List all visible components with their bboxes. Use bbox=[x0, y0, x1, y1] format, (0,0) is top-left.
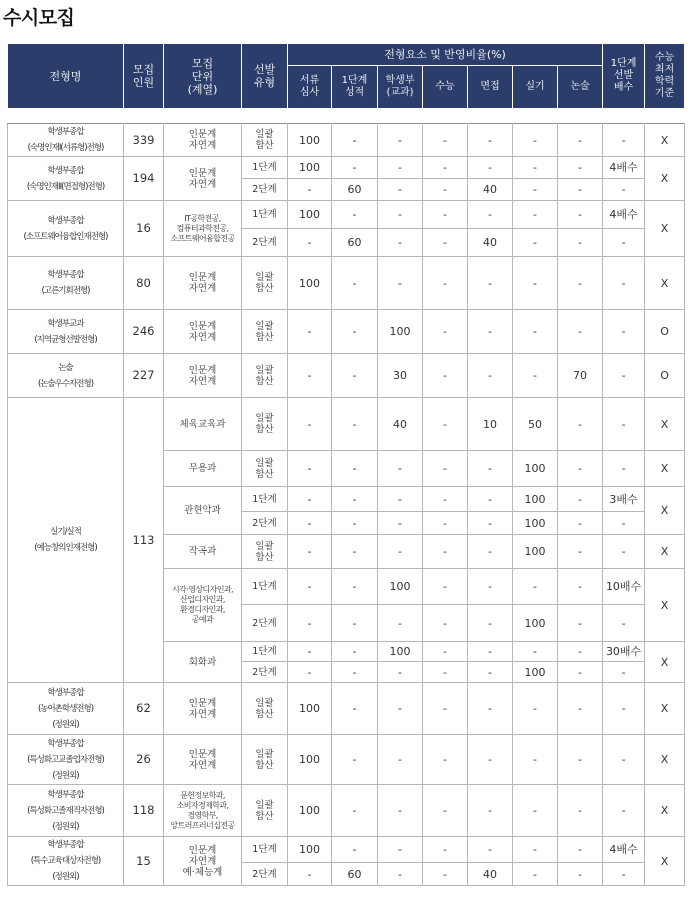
factor-value: 60 bbox=[332, 179, 378, 201]
selection-type: 1단계 bbox=[242, 201, 288, 229]
page-title: 수시모집 bbox=[3, 7, 75, 29]
quota-count: 339 bbox=[124, 124, 164, 157]
factor-value: - bbox=[332, 535, 378, 569]
header-sub: 논술 bbox=[558, 66, 603, 109]
recruit-unit: IT공학전공, 컴퓨터과학전공, 소프트웨어융합전공 bbox=[164, 201, 242, 257]
factor-value: - bbox=[332, 605, 378, 642]
factor-value: - bbox=[378, 201, 423, 229]
csat-minimum: X bbox=[645, 257, 685, 310]
factor-value: 40 bbox=[468, 863, 513, 886]
quota-count: 16 bbox=[124, 201, 164, 257]
factor-value: - bbox=[332, 512, 378, 535]
factor-value: - bbox=[378, 785, 423, 837]
first-stage-multiplier: - bbox=[603, 229, 645, 257]
factor-value: - bbox=[423, 512, 468, 535]
factor-value: - bbox=[468, 512, 513, 535]
factor-value: 100 bbox=[513, 512, 558, 535]
recruit-unit: 문헌정보학과, 소비자경제학과, 경영학부, 앙트러프러너십전공 bbox=[164, 785, 242, 837]
factor-value: - bbox=[558, 487, 603, 512]
factor-value: - bbox=[332, 310, 378, 354]
factor-value: - bbox=[558, 157, 603, 179]
factor-value: 100 bbox=[288, 124, 332, 157]
factor-value: - bbox=[468, 310, 513, 354]
admission-type: 학생부종합 (특성화고졸재직자전형) (정원외) bbox=[8, 785, 124, 837]
selection-type: 1단계 bbox=[242, 569, 288, 605]
factor-value: - bbox=[332, 683, 378, 735]
header-type: 전형명 bbox=[8, 44, 124, 109]
factor-value: - bbox=[513, 642, 558, 662]
factor-value: - bbox=[332, 354, 378, 398]
factor-value: - bbox=[332, 642, 378, 662]
factor-value: - bbox=[288, 451, 332, 487]
selection-type: 2단계 bbox=[242, 662, 288, 683]
selection-type: 2단계 bbox=[242, 229, 288, 257]
factor-value: - bbox=[468, 451, 513, 487]
factor-value: - bbox=[468, 837, 513, 863]
header-csat: 수능 최저 학력 기준 bbox=[645, 44, 685, 109]
factor-value: - bbox=[558, 201, 603, 229]
csat-minimum: X bbox=[645, 683, 685, 735]
factor-value: - bbox=[378, 229, 423, 257]
factor-value: - bbox=[423, 785, 468, 837]
selection-type: 일괄 합산 bbox=[242, 124, 288, 157]
factor-value: - bbox=[558, 535, 603, 569]
factor-value: - bbox=[288, 512, 332, 535]
factor-value: - bbox=[513, 837, 558, 863]
selection-type: 1단계 bbox=[242, 642, 288, 662]
factor-value: - bbox=[332, 257, 378, 310]
admission-type: 학생부종합 (특성화고교졸업자전형) (정원외) bbox=[8, 735, 124, 785]
factor-value: - bbox=[378, 683, 423, 735]
admission-type: 학생부종합 (소프트웨어융합인재전형) bbox=[8, 201, 124, 257]
header-sub: 서류 심사 bbox=[288, 66, 332, 109]
first-stage-multiplier: 30배수 bbox=[603, 642, 645, 662]
factor-value: - bbox=[423, 863, 468, 886]
factor-value: - bbox=[378, 451, 423, 487]
factor-value: - bbox=[513, 179, 558, 201]
factor-value: - bbox=[468, 124, 513, 157]
selection-type: 2단계 bbox=[242, 179, 288, 201]
selection-type: 1단계 bbox=[242, 837, 288, 863]
header-sub: 면접 bbox=[468, 66, 513, 109]
recruit-unit: 인문계 자연계 bbox=[164, 124, 242, 157]
factor-value: - bbox=[423, 569, 468, 605]
factor-value: - bbox=[513, 157, 558, 179]
factor-value: 100 bbox=[288, 785, 332, 837]
quota-count: 113 bbox=[124, 398, 164, 683]
header-quota: 모집 인원 bbox=[124, 44, 164, 109]
first-stage-multiplier: - bbox=[603, 785, 645, 837]
factor-value: - bbox=[332, 451, 378, 487]
factor-value: - bbox=[423, 683, 468, 735]
recruit-unit: 회화과 bbox=[164, 642, 242, 683]
admission-type: 학생부종합 (고른기회전형) bbox=[8, 257, 124, 310]
factor-value: 100 bbox=[513, 535, 558, 569]
factor-value: - bbox=[332, 785, 378, 837]
factor-value: - bbox=[423, 735, 468, 785]
factor-value: - bbox=[513, 735, 558, 785]
first-stage-multiplier: - bbox=[603, 179, 645, 201]
recruit-unit: 작곡과 bbox=[164, 535, 242, 569]
selection-type: 일괄 합산 bbox=[242, 535, 288, 569]
factor-value: - bbox=[558, 683, 603, 735]
factor-value: - bbox=[468, 535, 513, 569]
factor-value: 100 bbox=[288, 257, 332, 310]
factor-value: - bbox=[288, 310, 332, 354]
recruit-unit: 인문계 자연계 bbox=[164, 735, 242, 785]
factor-value: - bbox=[513, 229, 558, 257]
factor-value: - bbox=[332, 201, 378, 229]
header-sub: 실기 bbox=[513, 66, 558, 109]
factor-value: 100 bbox=[513, 487, 558, 512]
factor-value: - bbox=[378, 157, 423, 179]
factor-value: - bbox=[513, 569, 558, 605]
quota-count: 15 bbox=[124, 837, 164, 886]
quota-count: 62 bbox=[124, 683, 164, 735]
factor-value: 100 bbox=[288, 201, 332, 229]
header-unit: 모집 단위 (계열) bbox=[164, 44, 242, 109]
first-stage-multiplier: - bbox=[603, 605, 645, 642]
factor-value: - bbox=[468, 354, 513, 398]
factor-value: - bbox=[468, 683, 513, 735]
factor-value: - bbox=[378, 662, 423, 683]
factor-value: - bbox=[513, 354, 558, 398]
csat-minimum: X bbox=[645, 157, 685, 201]
admission-type: 학생부종합 (농어촌학생전형) (정원외) bbox=[8, 683, 124, 735]
factor-value: - bbox=[378, 179, 423, 201]
factor-value: - bbox=[423, 837, 468, 863]
factor-value: - bbox=[513, 257, 558, 310]
first-stage-multiplier: 4배수 bbox=[603, 201, 645, 229]
recruit-unit: 인문계 자연계 bbox=[164, 683, 242, 735]
admission-type: 논술 (논술우수자전형) bbox=[8, 354, 124, 398]
factor-value: - bbox=[423, 642, 468, 662]
recruit-unit: 인문계 자연계 bbox=[164, 157, 242, 201]
csat-minimum: X bbox=[645, 487, 685, 535]
factor-value: - bbox=[558, 569, 603, 605]
header-factors: 전형요소 및 반영비율(%) bbox=[288, 44, 603, 66]
factor-value: - bbox=[378, 487, 423, 512]
csat-minimum: X bbox=[645, 735, 685, 785]
factor-value: - bbox=[558, 310, 603, 354]
factor-value: - bbox=[468, 569, 513, 605]
factor-value: - bbox=[332, 569, 378, 605]
factor-value: - bbox=[378, 837, 423, 863]
factor-value: 100 bbox=[378, 642, 423, 662]
factor-value: - bbox=[423, 398, 468, 451]
quota-count: 80 bbox=[124, 257, 164, 310]
csat-minimum: X bbox=[645, 569, 685, 642]
quota-count: 26 bbox=[124, 735, 164, 785]
factor-value: 30 bbox=[378, 354, 423, 398]
factor-value: - bbox=[558, 257, 603, 310]
factor-value: - bbox=[288, 487, 332, 512]
first-stage-multiplier: 10배수 bbox=[603, 569, 645, 605]
header-sub: 1단계 성적 bbox=[332, 66, 378, 109]
header-first-stage: 1단계 선발 배수 bbox=[603, 44, 645, 109]
factor-value: 10 bbox=[468, 398, 513, 451]
quota-count: 194 bbox=[124, 157, 164, 201]
factor-value: - bbox=[332, 735, 378, 785]
factor-value: - bbox=[558, 179, 603, 201]
header-sub: 학생부 (교과) bbox=[378, 66, 423, 109]
quota-count: 227 bbox=[124, 354, 164, 398]
first-stage-multiplier: - bbox=[603, 535, 645, 569]
first-stage-multiplier: - bbox=[603, 683, 645, 735]
selection-type: 2단계 bbox=[242, 512, 288, 535]
factor-value: - bbox=[468, 157, 513, 179]
first-stage-multiplier: - bbox=[603, 124, 645, 157]
factor-value: - bbox=[513, 310, 558, 354]
recruit-unit: 인문계 자연계 bbox=[164, 257, 242, 310]
admission-type: 학생부종합 (특수교육대상자전형) (정원외) bbox=[8, 837, 124, 886]
factor-value: - bbox=[288, 642, 332, 662]
first-stage-multiplier: 4배수 bbox=[603, 837, 645, 863]
factor-value: - bbox=[378, 512, 423, 535]
first-stage-multiplier: - bbox=[603, 354, 645, 398]
factor-value: - bbox=[332, 157, 378, 179]
header-selection: 선발 유형 bbox=[242, 44, 288, 109]
factor-value: - bbox=[423, 354, 468, 398]
recruit-unit: 체육교육과 bbox=[164, 398, 242, 451]
factor-value: - bbox=[423, 257, 468, 310]
admission-type: 학생부종합 (숙명인재Ⅱ(면접형)전형) bbox=[8, 157, 124, 201]
factor-value: - bbox=[558, 398, 603, 451]
factor-value: - bbox=[468, 735, 513, 785]
selection-type: 2단계 bbox=[242, 605, 288, 642]
factor-value: - bbox=[423, 487, 468, 512]
factor-value: 100 bbox=[288, 837, 332, 863]
csat-minimum: X bbox=[645, 642, 685, 683]
factor-value: - bbox=[423, 179, 468, 201]
factor-value: - bbox=[558, 785, 603, 837]
quota-count: 118 bbox=[124, 785, 164, 837]
factor-value: - bbox=[288, 535, 332, 569]
selection-type: 일괄 합산 bbox=[242, 354, 288, 398]
factor-value: - bbox=[423, 662, 468, 683]
factor-value: 70 bbox=[558, 354, 603, 398]
selection-type: 2단계 bbox=[242, 863, 288, 886]
selection-type: 일괄 합산 bbox=[242, 257, 288, 310]
admission-type: 학생부교과 (지역균형선발전형) bbox=[8, 310, 124, 354]
factor-value: - bbox=[288, 229, 332, 257]
recruit-unit: 인문계 자연계 예·체능계 bbox=[164, 837, 242, 886]
selection-type: 일괄 합산 bbox=[242, 451, 288, 487]
factor-value: - bbox=[378, 257, 423, 310]
factor-value: - bbox=[332, 837, 378, 863]
factor-value: - bbox=[423, 124, 468, 157]
factor-value: - bbox=[513, 863, 558, 886]
first-stage-multiplier: - bbox=[603, 863, 645, 886]
recruit-unit: 관현악과 bbox=[164, 487, 242, 535]
factor-value: - bbox=[558, 662, 603, 683]
csat-minimum: X bbox=[645, 837, 685, 886]
factor-value: - bbox=[378, 863, 423, 886]
csat-minimum: X bbox=[645, 451, 685, 487]
factor-value: - bbox=[513, 683, 558, 735]
factor-value: 100 bbox=[288, 157, 332, 179]
csat-minimum: O bbox=[645, 310, 685, 354]
factor-value: - bbox=[288, 398, 332, 451]
quota-count: 246 bbox=[124, 310, 164, 354]
factor-value: - bbox=[378, 535, 423, 569]
factor-value: 100 bbox=[288, 735, 332, 785]
first-stage-multiplier: 4배수 bbox=[603, 157, 645, 179]
recruit-unit: 시각·영상디자인과, 산업디자인과, 환경디자인과, 공예과 bbox=[164, 569, 242, 642]
factor-value: - bbox=[423, 229, 468, 257]
factor-value: - bbox=[558, 863, 603, 886]
factor-value: - bbox=[288, 662, 332, 683]
first-stage-multiplier: 3배수 bbox=[603, 487, 645, 512]
selection-type: 일괄 합산 bbox=[242, 398, 288, 451]
factor-value: - bbox=[288, 863, 332, 886]
factor-value: - bbox=[423, 310, 468, 354]
factor-value: - bbox=[468, 662, 513, 683]
factor-value: - bbox=[332, 487, 378, 512]
factor-value: - bbox=[558, 837, 603, 863]
factor-value: - bbox=[558, 124, 603, 157]
first-stage-multiplier: - bbox=[603, 310, 645, 354]
factor-value: - bbox=[332, 398, 378, 451]
factor-value: - bbox=[423, 535, 468, 569]
admission-type: 학생부종합 (숙명인재Ⅰ(서류형)전형) bbox=[8, 124, 124, 157]
factor-value: - bbox=[513, 785, 558, 837]
factor-value: - bbox=[332, 124, 378, 157]
factor-value: - bbox=[378, 124, 423, 157]
factor-value: 100 bbox=[513, 605, 558, 642]
factor-value: - bbox=[468, 257, 513, 310]
recruit-unit: 무용과 bbox=[164, 451, 242, 487]
factor-value: - bbox=[288, 354, 332, 398]
factor-value: - bbox=[423, 605, 468, 642]
factor-value: 40 bbox=[378, 398, 423, 451]
factor-value: - bbox=[558, 451, 603, 487]
csat-minimum: X bbox=[645, 124, 685, 157]
factor-value: - bbox=[288, 569, 332, 605]
csat-minimum: X bbox=[645, 201, 685, 257]
factor-value: - bbox=[288, 179, 332, 201]
factor-value: - bbox=[513, 124, 558, 157]
csat-minimum: X bbox=[645, 398, 685, 451]
factor-value: - bbox=[558, 512, 603, 535]
first-stage-multiplier: - bbox=[603, 512, 645, 535]
first-stage-multiplier: - bbox=[603, 451, 645, 487]
factor-value: - bbox=[468, 487, 513, 512]
factor-value: - bbox=[378, 735, 423, 785]
header-sub: 수능 bbox=[423, 66, 468, 109]
factor-value: 100 bbox=[378, 310, 423, 354]
factor-value: 100 bbox=[513, 662, 558, 683]
factor-value: - bbox=[378, 605, 423, 642]
selection-type: 일괄 합산 bbox=[242, 785, 288, 837]
recruit-unit: 인문계 자연계 bbox=[164, 310, 242, 354]
selection-type: 일괄 합산 bbox=[242, 310, 288, 354]
admissions-table bbox=[7, 43, 685, 886]
factor-value: - bbox=[332, 662, 378, 683]
factor-value: 40 bbox=[468, 179, 513, 201]
factor-value: - bbox=[558, 229, 603, 257]
recruit-unit: 인문계 자연계 bbox=[164, 354, 242, 398]
first-stage-multiplier: - bbox=[603, 398, 645, 451]
selection-type: 일괄 합산 bbox=[242, 735, 288, 785]
factor-value: - bbox=[288, 605, 332, 642]
factor-value: - bbox=[468, 642, 513, 662]
csat-minimum: X bbox=[645, 535, 685, 569]
factor-value: - bbox=[468, 785, 513, 837]
factor-value: 60 bbox=[332, 863, 378, 886]
factor-value: - bbox=[423, 157, 468, 179]
factor-value: 50 bbox=[513, 398, 558, 451]
csat-minimum: O bbox=[645, 354, 685, 398]
selection-type: 1단계 bbox=[242, 157, 288, 179]
factor-value: - bbox=[468, 201, 513, 229]
admission-type: 실기/실적 (예능창의인재전형) bbox=[8, 398, 124, 683]
selection-type: 1단계 bbox=[242, 487, 288, 512]
factor-value: - bbox=[423, 201, 468, 229]
factor-value: - bbox=[558, 642, 603, 662]
factor-value: 100 bbox=[288, 683, 332, 735]
first-stage-multiplier: - bbox=[603, 257, 645, 310]
factor-value: - bbox=[558, 605, 603, 642]
factor-value: 100 bbox=[513, 451, 558, 487]
factor-value: 100 bbox=[378, 569, 423, 605]
factor-value: - bbox=[423, 451, 468, 487]
selection-type: 일괄 합산 bbox=[242, 683, 288, 735]
factor-value: 40 bbox=[468, 229, 513, 257]
first-stage-multiplier: - bbox=[603, 662, 645, 683]
csat-minimum: X bbox=[645, 785, 685, 837]
factor-value: - bbox=[558, 735, 603, 785]
factor-value: 60 bbox=[332, 229, 378, 257]
factor-value: - bbox=[513, 201, 558, 229]
factor-value: - bbox=[468, 605, 513, 642]
first-stage-multiplier: - bbox=[603, 735, 645, 785]
